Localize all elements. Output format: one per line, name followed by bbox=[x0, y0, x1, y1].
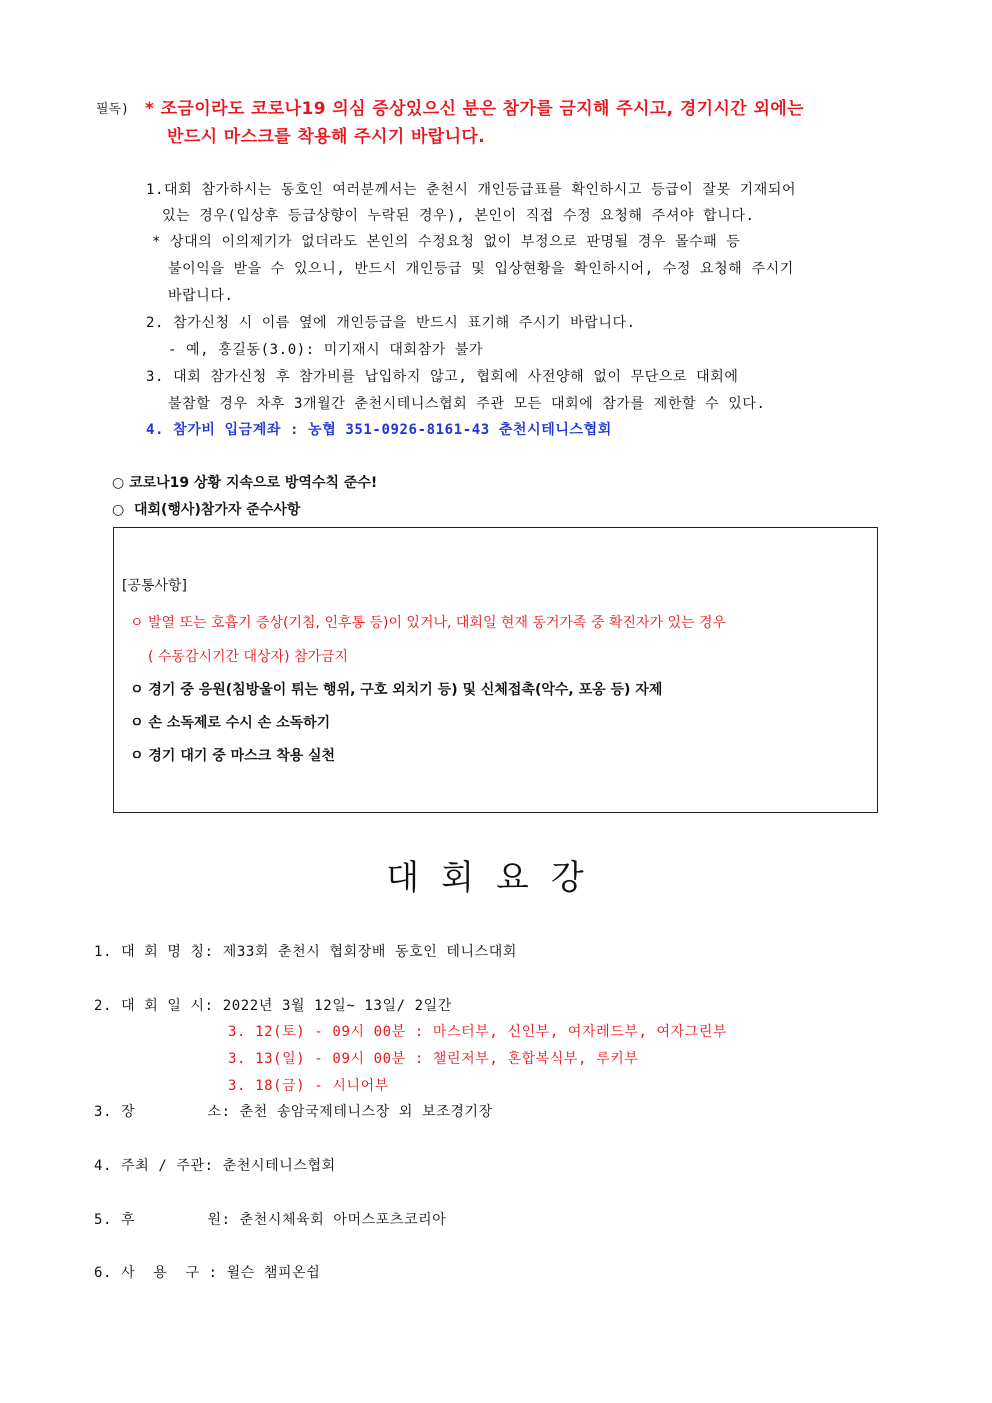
box-item-4: ㅇ 경기 대기 중 마스크 착용 실천 bbox=[130, 748, 336, 764]
rule-3-line2: 불참할 경우 차후 3개월간 춘천시테니스협회 주관 모든 대회에 참가를 제한할 수 있다. bbox=[168, 396, 766, 412]
outline-schedule-1: 3. 12(토) - 09시 00분 : 마스터부, 신인부, 여자레드부, 여자그린부 bbox=[228, 1024, 728, 1040]
covid-heading-1: ○ 코로나19 상황 지속으로 방역수칙 준수! bbox=[112, 475, 378, 491]
box-item-1-line2: ( 수동감시기간 대상자) 참가금지 bbox=[148, 649, 349, 665]
covid-rules-box bbox=[113, 527, 878, 813]
notice-warning-line1: * 조금이라도 코로나19 의심 증상있으신 분은 참가를 금지해 주시고, 경기시간 외에는 bbox=[145, 99, 804, 119]
outline-name: 1. 대 회 명 칭: 제33회 춘천시 협회장배 동호인 테니스대회 bbox=[94, 944, 518, 960]
rule-2-line1: 2. 참가신청 시 이름 옆에 개인등급을 반드시 표기해 주시기 바랍니다. bbox=[146, 315, 636, 331]
rule-4-account: 4. 참가비 입금계좌 : 농협 351-0926-8161-43 춘천시테니스협회 bbox=[146, 422, 612, 438]
notice-label: 필독) bbox=[96, 102, 129, 117]
box-item-1-line1: ㅇ 발열 또는 호흡기 증상(기침, 인후통 등)이 있거나, 대회일 현재 동거가족 중 확진자가 있는 경우 bbox=[130, 615, 727, 631]
outline-schedule-2: 3. 13(일) - 09시 00분 : 챌린저부, 혼합복식부, 루키부 bbox=[228, 1051, 639, 1067]
box-item-2: ㅇ 경기 중 응원(침방울이 튀는 행위, 구호 외치기 등) 및 신체접촉(악수, 포옹 등) 자제 bbox=[130, 682, 663, 698]
outline-schedule-3: 3. 18(금) - 시니어부 bbox=[228, 1078, 389, 1094]
rule-1-line2: 있는 경우(입상후 등급상향이 누락된 경우), 본인이 직접 수정 요청해 주셔야 합니다. bbox=[162, 208, 755, 224]
covid-heading-2: ○ 대회(행사)참가자 준수사항 bbox=[112, 502, 301, 518]
box-title: [공통사항] bbox=[122, 578, 188, 594]
outline-title: 대회요강 bbox=[386, 858, 606, 898]
outline-ball: 6. 사 용 구 : 윌슨 챔피온쉽 bbox=[94, 1265, 321, 1281]
rule-2-line2: - 예, 홍길동(3.0): 미기재시 대회참가 불가 bbox=[168, 342, 484, 358]
outline-date: 2. 대 회 일 시: 2022년 3월 12일~ 13일/ 2일간 bbox=[94, 998, 452, 1014]
rule-1-note-line1: * 상대의 이의제기가 없더라도 본인의 수정요청 없이 부정으로 판명될 경우 몰수패 등 bbox=[152, 234, 741, 250]
outline-venue: 3. 장 소: 춘천 송암국제테니스장 외 보조경기장 bbox=[94, 1104, 493, 1120]
outline-sponsor: 5. 후 원: 춘천시체육회 아머스포츠코리아 bbox=[94, 1212, 447, 1228]
rule-1-note-line2: 불이익을 받을 수 있으니, 반드시 개인등급 및 입상현황을 확인하시어, 수정 요청해 주시기 bbox=[168, 261, 794, 277]
outline-host: 4. 주최 / 주관: 춘천시테니스협회 bbox=[94, 1158, 336, 1174]
notice-warning-line2: 반드시 마스크를 착용해 주시기 바랍니다. bbox=[167, 127, 486, 147]
box-item-3: ㅇ 손 소독제로 수시 손 소독하기 bbox=[130, 715, 331, 731]
rule-1-note-line3: 바랍니다. bbox=[168, 288, 234, 304]
rule-3-line1: 3. 대회 참가신청 후 참가비를 납입하지 않고, 협회에 사전양해 없이 무단으로 대회에 bbox=[146, 369, 739, 385]
rule-1-line1: 1.대회 참가하시는 동호인 여러분께서는 춘천시 개인등급표를 확인하시고 등급이 잘못 기재되어 bbox=[146, 182, 797, 198]
